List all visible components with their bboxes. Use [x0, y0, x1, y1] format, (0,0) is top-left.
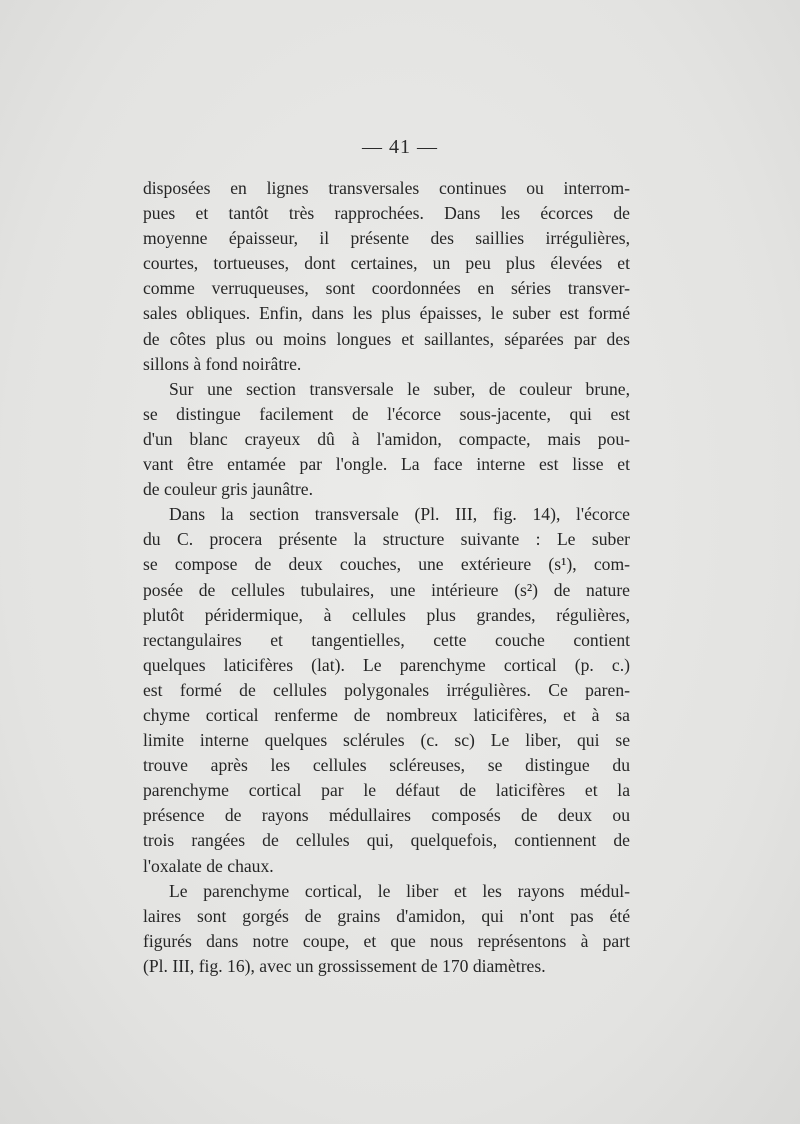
text-line: courtes, tortueuses, dont certaines, un peu plus élevées et	[143, 253, 630, 274]
text-line: trouve après les cellules scléreuses, se distingue du	[143, 755, 630, 776]
text-line: pues et tantôt très rapprochées. Dans les écorces de	[143, 203, 630, 224]
text-line: Le parenchyme cortical, le liber et les rayons médul-	[169, 880, 630, 901]
text-line: du C. procera présente la structure suivante : Le suber	[143, 529, 630, 550]
text-line: (Pl. III, fig. 16), avec un grossissement de 170 diamètres.	[143, 955, 546, 976]
text-line: quelques laticifères (lat). Le parenchyme cortical (p. c.)	[143, 654, 630, 675]
text-line: Sur une section transversale le suber, de couleur brune,	[169, 378, 630, 399]
text-line: se distingue facilement de l'écorce sous-jacente, qui est	[143, 403, 630, 424]
text-line: présence de rayons médullaires composés de deux ou	[143, 805, 630, 826]
text-line: rectangulaires et tangentielles, cette couche contient	[143, 629, 630, 650]
text-line: sillons à fond noirâtre.	[143, 353, 302, 374]
text-line: Dans la section transversale (Pl. III, fig. 14), l'écorce	[169, 504, 630, 525]
text-line: figurés dans notre coupe, et que nous représentons à part	[143, 930, 630, 951]
text-line: se compose de deux couches, une extérieure (s¹), com-	[143, 554, 630, 575]
text-line: plutôt péridermique, à cellules plus grandes, régulières,	[143, 604, 630, 625]
text-line: posée de cellules tubulaires, une intérieure (s²) de nature	[143, 579, 630, 600]
text-line: disposées en lignes transversales continues ou interrom-	[143, 178, 630, 198]
text-line: sales obliques. Enfin, dans les plus épaisses, le suber est formé	[143, 303, 630, 324]
text-line: comme verruqueuses, sont coordonnées en séries transver-	[143, 278, 630, 299]
text-line: de côtes plus ou moins longues et saillantes, séparées par des	[143, 328, 630, 349]
body-text	[143, 176, 630, 979]
page-number: — 41 —	[362, 136, 438, 158]
text-line: chyme cortical renferme de nombreux laticifères, et à sa	[143, 704, 630, 725]
text-line: limite interne quelques sclérules (c. sc) Le liber, qui se	[143, 730, 630, 751]
text-line: est formé de cellules polygonales irrégulières. Ce paren-	[143, 679, 630, 700]
text-line: trois rangées de cellules qui, quelquefois, contiennent de	[143, 830, 630, 851]
text-line: parenchyme cortical par le défaut de laticifères et la	[143, 780, 630, 801]
text-line: moyenne épaisseur, il présente des saillies irrégulières,	[143, 228, 630, 249]
text-line: vant être entamée par l'ongle. La face interne est lisse et	[143, 454, 630, 475]
text-line: d'un blanc crayeux dû à l'amidon, compacte, mais pou-	[143, 428, 630, 449]
text-line: l'oxalate de chaux.	[143, 855, 274, 876]
text-line: laires sont gorgés de grains d'amidon, qui n'ont pas été	[143, 905, 630, 926]
text-line: de couleur gris jaunâtre.	[143, 479, 314, 500]
